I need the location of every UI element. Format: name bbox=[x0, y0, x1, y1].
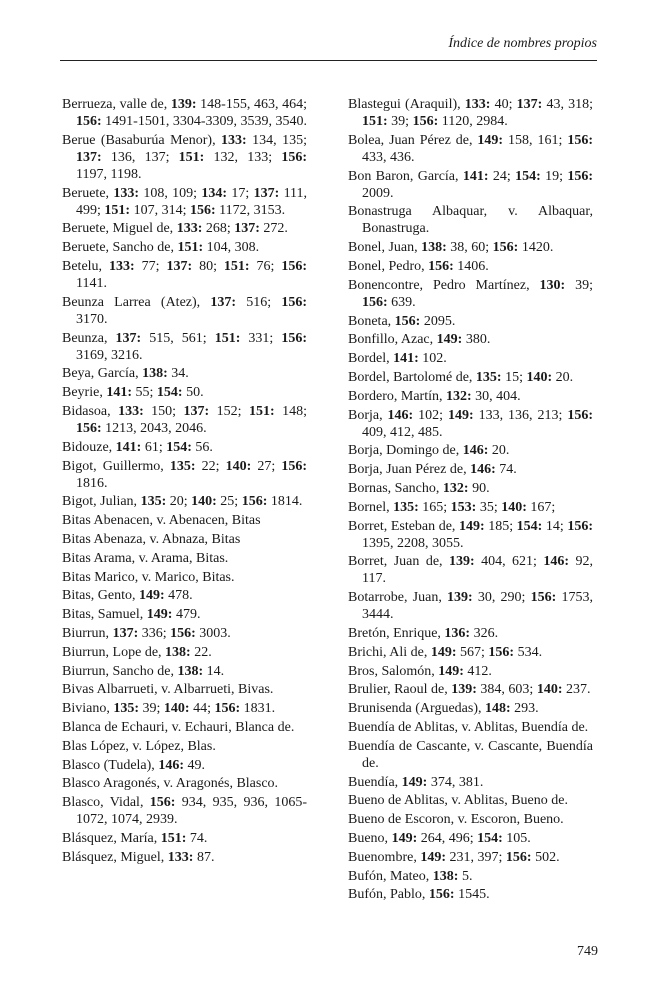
index-entry: Buendía de Ablitas, v. Ablitas, Buendía de. bbox=[348, 719, 589, 735]
index-column-right bbox=[348, 96, 593, 905]
index-entry: Biurrun, Sancho de, 138: 14. bbox=[62, 663, 225, 679]
index-entry: Bivas Albarrueti, v. Albarrueti, Bivas. bbox=[62, 682, 274, 698]
page-number: 749 bbox=[577, 944, 598, 959]
index-entry: Bueno de Escoron, v. Escoron, Bueno. bbox=[348, 812, 564, 828]
index-entry: Borja, Juan Pérez de, 146: 74. bbox=[348, 462, 517, 478]
index-entry: Blásquez, Miguel, 133: 87. bbox=[62, 849, 215, 865]
index-entry: Brichi, Ali de, 149: 567; 156: 534. bbox=[348, 644, 543, 660]
index-entry: Bitas, Samuel, 149: 479. bbox=[62, 607, 201, 623]
index-entry: Bidouze, 141: 61; 154: 56. bbox=[62, 439, 213, 455]
index-entry: Blanca de Echauri, v. Echauri, Blanca de. bbox=[62, 719, 295, 735]
index-entry: Blasco, Vidal, 156: 934, 935, 936, 1065-1072, 1074, 2939. bbox=[62, 795, 307, 828]
index-entry: Borret, Juan de, 139: 404, 621; 146: 92, 117. bbox=[348, 554, 594, 587]
index-entry: Buendía de Cascante, v. Cascante, Buendía de. bbox=[348, 738, 593, 771]
index-entry: Bretón, Enrique, 136: 326. bbox=[348, 625, 499, 641]
index-entry: Beunza, 137: 515, 561; 151: 331; 156: 3169, 3216. bbox=[62, 330, 308, 363]
index-entry: Brunisenda (Arguedas), 148: 293. bbox=[348, 701, 539, 717]
index-entry: Beya, García, 138: 34. bbox=[62, 366, 189, 382]
index-entry: Biurrun, 137: 336; 156: 3003. bbox=[62, 625, 231, 641]
index-entry: Borret, Esteban de, 149: 185; 154: 14; 156: 1395, 2208, 3055. bbox=[348, 518, 594, 551]
index-entry: Beyrie, 141: 55; 154: 50. bbox=[62, 385, 204, 401]
index-entry: Bigot, Guillermo, 135: 22; 140: 27; 156: 1816. bbox=[62, 458, 308, 491]
index-entry: Blásquez, María, 151: 74. bbox=[62, 830, 208, 846]
index-entry: Beruete, 133: 108, 109; 134: 17; 137: 111, 499; 151: 107, 314; 156: 1172, 3153. bbox=[62, 185, 308, 218]
index-entry: Bitas, Gento, 149: 478. bbox=[62, 588, 193, 604]
index-entry: Bordel, 141: 102. bbox=[348, 351, 447, 367]
index-entry: Blasco (Tudela), 146: 49. bbox=[62, 757, 205, 773]
index-entry: Betelu, 133: 77; 137: 80; 151: 76; 156: 1141. bbox=[62, 258, 308, 291]
index-entry: Blasco Aragonés, v. Aragonés, Blasco. bbox=[62, 776, 279, 792]
index-entry: Bitas Marico, v. Marico, Bitas. bbox=[62, 569, 235, 585]
index-entry: Bitas Abenacen, v. Abenacen, Bitas bbox=[62, 513, 261, 529]
index-entry: Bordel, Bartolomé de, 135: 15; 140: 20. bbox=[348, 369, 574, 385]
index-column-left bbox=[62, 96, 307, 868]
index-entry: Beruete, Miguel de, 133: 268; 137: 272. bbox=[62, 221, 288, 237]
index-entry: Bitas Abenaza, v. Abnaza, Bitas bbox=[62, 531, 241, 547]
index-entry: Borja, 146: 102; 149: 133, 136, 213; 156: 409, 412, 485. bbox=[348, 407, 594, 440]
header-rule bbox=[60, 60, 597, 61]
index-entry: Bonencontre, Pedro Martínez, 130: 39; 156: 639. bbox=[348, 277, 594, 310]
index-entry: Bonel, Pedro, 156: 1406. bbox=[348, 258, 489, 274]
index-entry: Bornas, Sancho, 132: 90. bbox=[348, 480, 490, 496]
index-entry: Bueno, 149: 264, 496; 154: 105. bbox=[348, 830, 531, 846]
index-entry: Bonastruga Albaquar, v. Albaquar, Bonastruga. bbox=[348, 204, 593, 237]
index-entry: Beruete, Sancho de, 151: 104, 308. bbox=[62, 240, 260, 256]
index-entry: Brulier, Raoul de, 139: 384, 603; 140: 237. bbox=[348, 682, 591, 698]
index-entry: Buenombre, 149: 231, 397; 156: 502. bbox=[348, 849, 560, 865]
index-entry: Blastegui (Araquil), 133: 40; 137: 43, 318; 151: 39; 156: 1120, 2984. bbox=[348, 97, 593, 129]
index-entry: Bueno de Ablitas, v. Ablitas, Bueno de. bbox=[348, 793, 568, 809]
index-entry: Bros, Salomón, 149: 412. bbox=[348, 663, 492, 679]
index-entry: Bitas Arama, v. Arama, Bitas. bbox=[62, 550, 229, 566]
index-entry: Biurrun, Lope de, 138: 22. bbox=[62, 644, 212, 660]
index-entry: Berue (Basaburúa Menor), 133: 134, 135; 137: 136, 137; 151: 132, 133; 156: 1197, 1198. bbox=[62, 132, 308, 182]
index-entry: Botarrobe, Juan, 139: 30, 290; 156: 1753, 3444. bbox=[348, 590, 593, 623]
index-entry: Bigot, Julian, 135: 20; 140: 25; 156: 1814. bbox=[62, 494, 303, 510]
index-entry: Berrueza, valle de, 139: 148-155, 463, 464; 156: 1491-1501, 3304-3309, 3539, 3540. bbox=[62, 97, 307, 129]
index-entry: Biviano, 135: 39; 140: 44; 156: 1831. bbox=[62, 701, 276, 717]
index-entry: Bon Baron, García, 141: 24; 154: 19; 156: 2009. bbox=[348, 168, 594, 201]
index-entry: Boneta, 156: 2095. bbox=[348, 313, 456, 329]
index-entry: Buendía, 149: 374, 381. bbox=[348, 774, 484, 790]
index-entry: Bonfillo, Azac, 149: 380. bbox=[348, 332, 491, 348]
index-entry: Bufón, Pablo, 156: 1545. bbox=[348, 887, 490, 903]
index-entry: Bufón, Mateo, 138: 5. bbox=[348, 868, 473, 884]
index-entry: Bidasoa, 133: 150; 137: 152; 151: 148; 156: 1213, 2043, 2046. bbox=[62, 403, 308, 436]
running-head: Índice de nombres propios bbox=[448, 36, 597, 51]
index-entry: Bornel, 135: 165; 153: 35; 140: 167; bbox=[348, 499, 556, 515]
index-entry: Bordero, Martín, 132: 30, 404. bbox=[348, 388, 521, 404]
index-entry: Borja, Domingo de, 146: 20. bbox=[348, 443, 510, 459]
index-entry: Bonel, Juan, 138: 38, 60; 156: 1420. bbox=[348, 240, 554, 256]
index-entry: Beunza Larrea (Atez), 137: 516; 156: 3170. bbox=[62, 294, 307, 327]
index-entry: Blas López, v. López, Blas. bbox=[62, 738, 216, 754]
index-entry: Bolea, Juan Pérez de, 149: 158, 161; 156: 433, 436. bbox=[348, 132, 594, 165]
